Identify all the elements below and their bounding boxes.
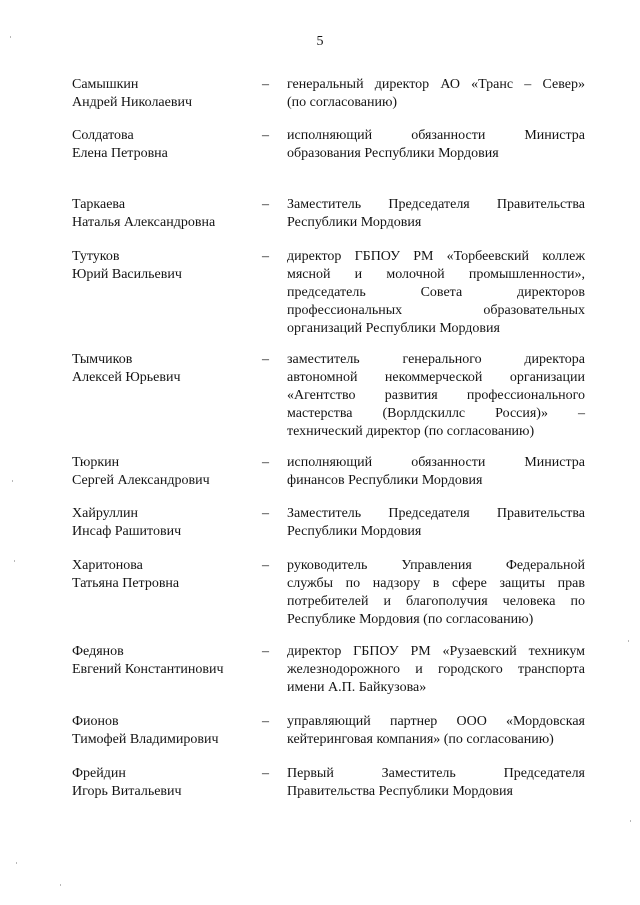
- surname: Фионов: [72, 714, 119, 729]
- position-line: (по согласованию): [287, 95, 398, 110]
- position-text: [287, 127, 585, 163]
- person-name: [72, 351, 257, 387]
- scan-speck: [16, 862, 17, 864]
- position-line: Республики Мордовия: [287, 524, 422, 539]
- position-line: финансов Республики Мордовия: [287, 473, 483, 488]
- surname: Тымчиков: [72, 352, 133, 367]
- position-line: руководитель Управления Федеральной: [287, 558, 585, 573]
- given-name: Инсаф Рашитович: [72, 524, 182, 539]
- position-line: директор ГБПОУ РМ «Рузаевский техникум: [287, 644, 585, 659]
- position-line: железнодорожного и городского транспорта: [287, 662, 585, 677]
- given-name: Тимофей Владимирович: [72, 732, 219, 747]
- position-line: Правительства Республики Мордовия: [287, 784, 513, 799]
- person-name: [72, 196, 257, 232]
- given-name: Наталья Александровна: [72, 215, 216, 230]
- position-line: Заместитель Председателя Правительства: [287, 506, 585, 521]
- person-name: [72, 248, 257, 284]
- scan-speck: [60, 884, 61, 886]
- surname: Фрейдин: [72, 766, 126, 781]
- position-line: имени А.П. Байкузова»: [287, 680, 427, 695]
- position-line: технический директор (по согласованию): [287, 424, 535, 439]
- position-text: [287, 351, 585, 441]
- scan-speck: [12, 480, 13, 482]
- given-name: Татьяна Петровна: [72, 576, 180, 591]
- position-line: Первый Заместитель Председателя: [287, 766, 585, 781]
- position-line: Республике Мордовия (по согласованию): [287, 612, 534, 627]
- person-name: [72, 505, 257, 541]
- position-line: потребителей и благополучия человека по: [287, 594, 585, 609]
- given-name: Юрий Васильевич: [72, 267, 182, 282]
- dash: –: [262, 506, 269, 521]
- scan-speck: [630, 820, 631, 822]
- given-name: Алексей Юрьевич: [72, 370, 181, 385]
- dash: –: [262, 128, 269, 143]
- position-line: директор ГБПОУ РМ «Торбеевский коллеж: [287, 249, 585, 264]
- person-name: [72, 557, 257, 593]
- page-number: 5: [316, 34, 324, 49]
- position-line: исполняющий обязанности Министра: [287, 128, 585, 143]
- position-line: профессиональных образовательных: [287, 303, 585, 318]
- dash: –: [262, 352, 269, 367]
- dash: –: [262, 197, 269, 212]
- position-line: заместитель генерального директора: [287, 352, 585, 367]
- position-line: Заместитель Председателя Правительства: [287, 197, 585, 212]
- scan-speck: [14, 560, 15, 562]
- surname: Самышкин: [72, 77, 139, 92]
- position-line: председатель Совета директоров: [287, 285, 585, 300]
- given-name: Сергей Александрович: [72, 473, 210, 488]
- surname: Тутуков: [72, 249, 120, 264]
- position-text: [287, 557, 585, 629]
- dash: –: [262, 558, 269, 573]
- surname: Солдатова: [72, 128, 134, 143]
- dash: –: [262, 714, 269, 729]
- position-line: мастерства (Ворлдскиллс Россия)» –: [287, 406, 585, 421]
- surname: Харитонова: [72, 558, 143, 573]
- position-text: [287, 505, 585, 541]
- position-line: «Агентство развития профессионального: [287, 388, 585, 403]
- position-line: исполняющий обязанности Министра: [287, 455, 585, 470]
- surname: Таркаева: [72, 197, 126, 212]
- surname: Хайруллин: [72, 506, 138, 521]
- person-name: [72, 643, 257, 679]
- position-text: [287, 248, 585, 338]
- position-text: [287, 765, 585, 801]
- dash: –: [262, 766, 269, 781]
- scan-speck: [628, 640, 629, 642]
- given-name: Игорь Витальевич: [72, 784, 182, 799]
- position-text: [287, 76, 585, 112]
- given-name: Елена Петровна: [72, 146, 168, 161]
- position-line: образования Республики Мордовия: [287, 146, 499, 161]
- scan-speck: [10, 36, 11, 38]
- surname: Федянов: [72, 644, 124, 659]
- position-line: кейтеринговая компания» (по согласованию): [287, 732, 554, 747]
- position-line: мясной и молочной промышленности»,: [287, 267, 585, 282]
- given-name: Андрей Николаевич: [72, 95, 192, 110]
- person-name: [72, 76, 257, 112]
- person-name: [72, 765, 257, 801]
- person-name: [72, 713, 257, 749]
- position-line: организаций Республики Мордовия: [287, 321, 500, 336]
- surname: Тюркин: [72, 455, 120, 470]
- position-line: управляющий партнер ООО «Мордовская: [287, 714, 585, 729]
- given-name: Евгений Константинович: [72, 662, 224, 677]
- dash: –: [262, 644, 269, 659]
- dash: –: [262, 77, 269, 92]
- position-line: автономной некоммерческой организации: [287, 370, 585, 385]
- position-text: [287, 454, 585, 490]
- person-name: [72, 454, 257, 490]
- dash: –: [262, 249, 269, 264]
- position-line: Республики Мордовия: [287, 215, 422, 230]
- position-text: [287, 196, 585, 232]
- position-line: генеральный директор АО «Транс – Север»: [287, 77, 585, 92]
- dash: –: [262, 455, 269, 470]
- position-text: [287, 643, 585, 697]
- person-name: [72, 127, 257, 163]
- position-line: службы по надзору в сфере защиты прав: [287, 576, 585, 591]
- position-text: [287, 713, 585, 749]
